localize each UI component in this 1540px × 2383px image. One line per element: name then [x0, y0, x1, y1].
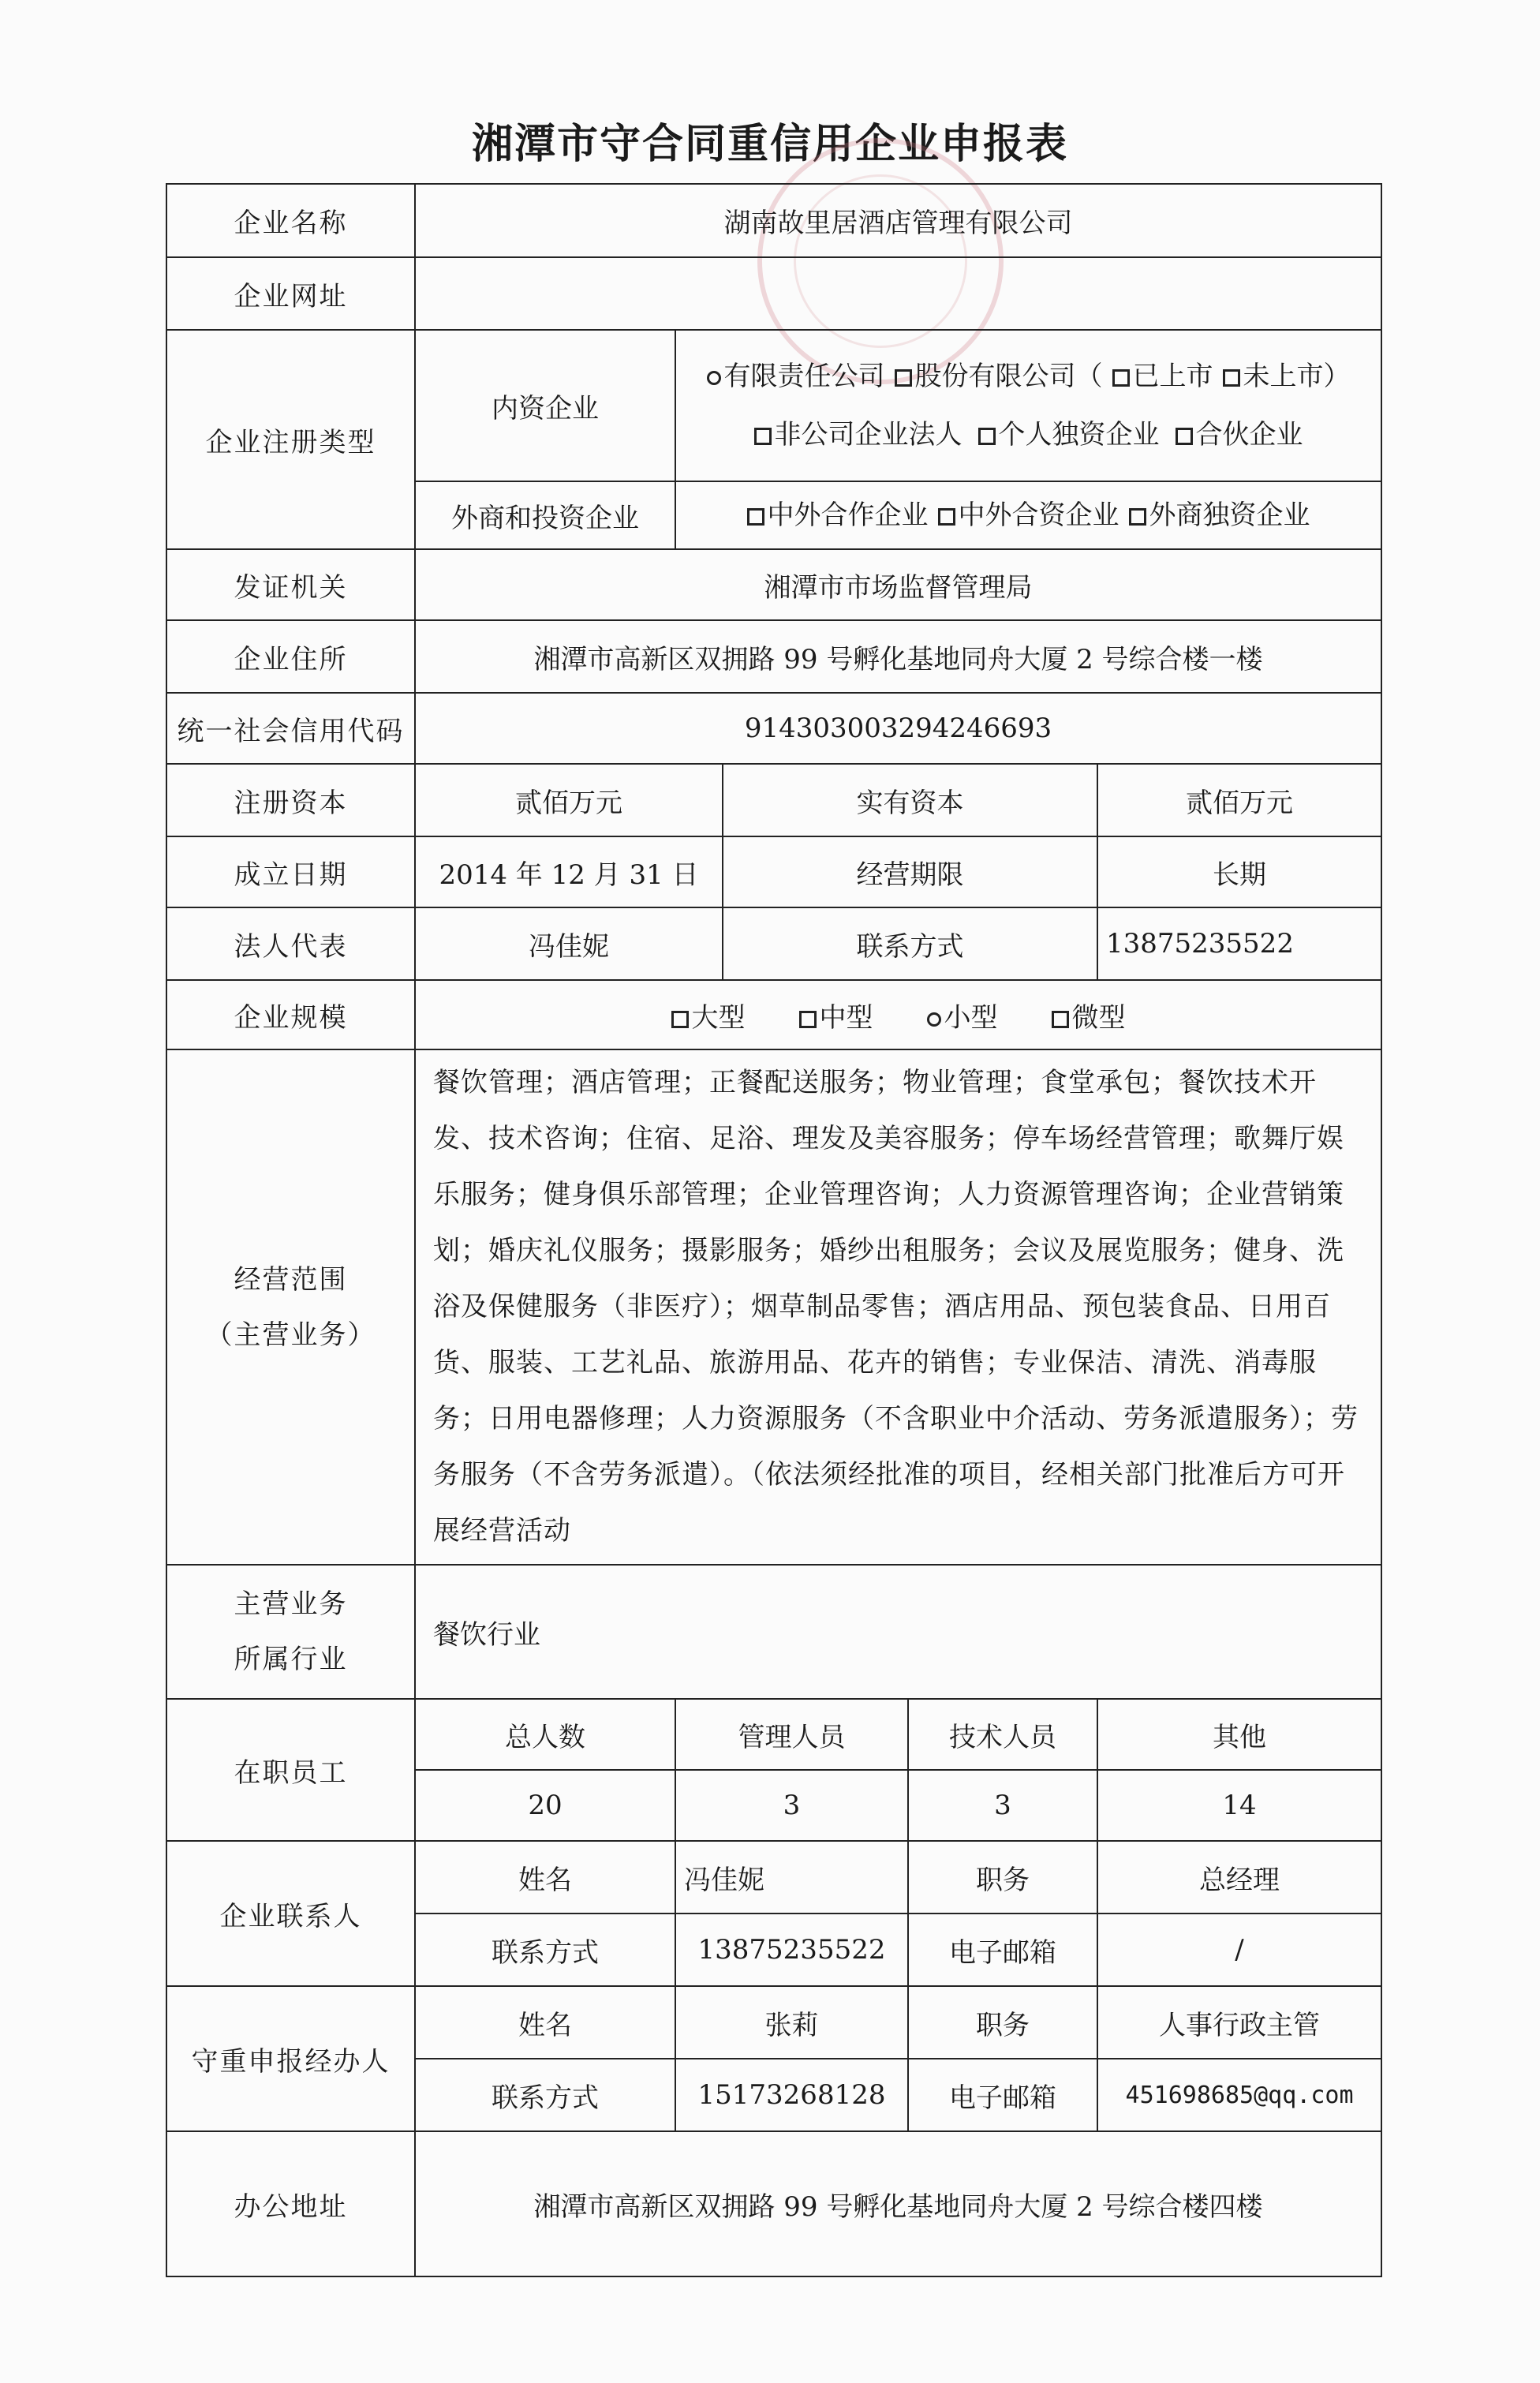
- address-value: 湘潭市高新区双拥路 99 号孵化基地同舟大厦 2 号综合楼一楼: [415, 620, 1381, 693]
- established-label: 成立日期: [166, 836, 415, 907]
- issuer-label: 发证机关: [166, 549, 415, 620]
- row-credit-code: [166, 693, 1381, 764]
- staff-header-total: 总人数: [415, 1699, 675, 1770]
- term-label: 经营期限: [723, 836, 1097, 907]
- form-title: 湘潭市守合同重信用企业申报表: [471, 121, 1068, 168]
- industry-label-sub: 所属行业: [234, 1644, 348, 1675]
- reg-type-label: 企业注册类型: [166, 330, 415, 549]
- staff-label: 在职员工: [166, 1699, 415, 1841]
- row-established: [166, 836, 1381, 907]
- contact-name-value: 冯佳妮: [675, 1841, 908, 1914]
- scale-option-label: 微型: [1071, 1001, 1126, 1034]
- row-reg-domestic: [166, 330, 1381, 481]
- row-address: [166, 620, 1381, 693]
- domestic-option-1: [895, 347, 1103, 406]
- handler-title-label: 职务: [908, 1986, 1097, 2059]
- legal-rep-contact-value: 13875235522: [1097, 907, 1381, 980]
- foreign-option-label: 中外合资企业: [958, 499, 1119, 531]
- checkbox-icon: [799, 1011, 817, 1028]
- handler-title-value: 人事行政主管: [1097, 1986, 1381, 2059]
- domestic2-option-2: [1176, 406, 1303, 464]
- staff-value-other: 14: [1097, 1770, 1381, 1841]
- contact-label: 企业联系人: [166, 1841, 415, 1986]
- checked-circle-icon: [707, 371, 721, 385]
- foreign-options: [675, 481, 1381, 549]
- domestic-option-label: 未上市）: [1243, 361, 1351, 392]
- contact-title-label: 职务: [908, 1841, 1097, 1914]
- checkbox-icon: [938, 508, 955, 526]
- foreign-option-0: [747, 486, 929, 544]
- staff-header-tech: 技术人员: [908, 1699, 1097, 1770]
- row-office: [166, 2131, 1381, 2276]
- handler-name-label: 姓名: [415, 1986, 675, 2059]
- row-contact-name: [166, 1841, 1381, 1914]
- domestic-option-2: [1112, 347, 1213, 406]
- checkbox-icon: [747, 508, 764, 526]
- term-value: 长期: [1097, 836, 1381, 907]
- domestic-option-label: 股份有限公司（: [914, 361, 1103, 392]
- scope-label: [166, 1049, 415, 1565]
- scale-option-label: 小型: [944, 1001, 998, 1034]
- checkbox-icon: [1129, 508, 1146, 526]
- legal-rep-contact-label: 联系方式: [723, 907, 1097, 980]
- staff-value-mgmt: 3: [675, 1770, 908, 1841]
- company-name-label: 企业名称: [166, 184, 415, 257]
- scale-options: [415, 980, 1381, 1049]
- capital-value: 贰佰万元: [415, 764, 723, 836]
- legal-rep-value: 冯佳妮: [415, 907, 723, 980]
- handler-email-value: 451698685@qq.com: [1097, 2059, 1381, 2131]
- foreign-option-label: 中外合作企业: [767, 499, 929, 531]
- company-name-value: 湖南故里居酒店管理有限公司: [415, 184, 1381, 257]
- scale-label: 企业规模: [166, 980, 415, 1049]
- scale-option-1: [799, 996, 873, 1034]
- contact-email-value: /: [1097, 1914, 1381, 1986]
- industry-label: [166, 1565, 415, 1699]
- contact-email-label: 电子邮箱: [908, 1914, 1097, 1986]
- scale-option-label: 大型: [691, 1001, 746, 1034]
- domestic-option-label: 有限责任公司: [723, 361, 885, 392]
- credit-code-label: 统一社会信用代码: [166, 693, 415, 764]
- scale-option-0: [671, 996, 746, 1034]
- scope-label-sub: （主营业务）: [205, 1319, 376, 1351]
- industry-label-main: 主营业务: [234, 1588, 348, 1620]
- established-value: 2014 年 12 月 31 日: [415, 836, 723, 907]
- handler-name-value: 张莉: [675, 1986, 908, 2059]
- industry-value: 餐饮行业: [415, 1565, 1381, 1699]
- domestic2-option-label: 合伙企业: [1195, 419, 1303, 451]
- domestic2-option-1: [978, 406, 1160, 464]
- row-staff-headers: [166, 1699, 1381, 1770]
- legal-rep-label: 法人代表: [166, 907, 415, 980]
- scale-option-3: [1052, 996, 1126, 1034]
- staff-header-other: 其他: [1097, 1699, 1381, 1770]
- contact-title-value: 总经理: [1097, 1841, 1381, 1914]
- foreign-option-2: [1129, 486, 1310, 544]
- domestic2-option-label: 非公司企业法人: [774, 419, 962, 451]
- checkbox-icon: [1223, 369, 1240, 387]
- row-company-name: [166, 184, 1381, 257]
- domestic-option-3: [1223, 347, 1351, 406]
- domestic-option-label: 已上市: [1132, 361, 1213, 392]
- checkbox-icon: [1176, 428, 1193, 445]
- checkbox-icon: [671, 1011, 689, 1028]
- website-label: 企业网址: [166, 257, 415, 330]
- application-form: [166, 183, 1382, 2277]
- checkbox-icon: [1052, 1011, 1069, 1028]
- credit-code-value: 914303003294246693: [415, 693, 1381, 764]
- contact-name-label: 姓名: [415, 1841, 675, 1914]
- staff-header-mgmt: 管理人员: [675, 1699, 908, 1770]
- domestic-options: [675, 330, 1381, 481]
- checkbox-icon: [754, 428, 772, 445]
- row-handler-name: [166, 1986, 1381, 2059]
- staff-value-tech: 3: [908, 1770, 1097, 1841]
- row-scope: [166, 1049, 1381, 1565]
- handler-email-label: 电子邮箱: [908, 2059, 1097, 2131]
- domestic-option-0: [707, 347, 885, 406]
- paid-capital-label: 实有资本: [723, 764, 1097, 836]
- checkbox-icon: [978, 428, 996, 445]
- row-capital: [166, 764, 1381, 836]
- domestic2-option-0: [754, 406, 962, 464]
- staff-value-total: 20: [415, 1770, 675, 1841]
- row-scale: [166, 980, 1381, 1049]
- office-value: 湘潭市高新区双拥路 99 号孵化基地同舟大厦 2 号综合楼四楼: [415, 2131, 1381, 2276]
- contact-phone-label: 联系方式: [415, 1914, 675, 1986]
- capital-label: 注册资本: [166, 764, 415, 836]
- office-label: 办公地址: [166, 2131, 415, 2276]
- checked-circle-icon: [927, 1012, 941, 1027]
- handler-label: 守重申报经办人: [166, 1986, 415, 2131]
- row-industry: [166, 1565, 1381, 1699]
- row-website: [166, 257, 1381, 330]
- domestic2-option-label: 个人独资企业: [998, 419, 1160, 451]
- row-legal-rep: [166, 907, 1381, 980]
- scope-label-main: 经营范围: [234, 1263, 348, 1296]
- row-issuer: [166, 549, 1381, 620]
- foreign-label: 外商和投资企业: [415, 481, 675, 549]
- contact-phone-value: 13875235522: [675, 1914, 908, 1986]
- checkbox-icon: [895, 369, 912, 387]
- foreign-option-1: [938, 486, 1119, 544]
- address-label: 企业住所: [166, 620, 415, 693]
- scope-text: 餐饮管理；酒店管理；正餐配送服务；物业管理；食堂承包；餐饮技术开发、技术咨询；住宿、足浴、理发及美容服务；停车场经营管理；歌舞厅娱乐服务；健身俱乐部管理；企业管理咨询；人力资源管理咨询；企业营销策划；婚庆礼仪服务；摄影服务；婚纱出租服务；会议及展览服务；健身、洗浴及保健服务（非医疗）；烟草制品零售；酒店用品、预包装食品、日用百货、服装、工艺礼品、旅游用品、花卉的销售；专业保洁、清洗、消毒服务；日用电器修理；人力资源服务（不含职业中介活动、劳务派遣服务）；劳务服务（不含劳务派遣）。（依法须经批准的项目，经相关部门批准后方可开展经营活动: [415, 1049, 1381, 1565]
- foreign-option-label: 外商独资企业: [1149, 499, 1310, 531]
- handler-phone-label: 联系方式: [415, 2059, 675, 2131]
- handler-phone-value: 15173268128: [675, 2059, 908, 2131]
- domestic-label: 内资企业: [415, 330, 675, 481]
- checkbox-icon: [1112, 369, 1130, 387]
- paid-capital-value: 贰佰万元: [1097, 764, 1381, 836]
- scale-option-2: [927, 996, 998, 1034]
- scale-option-label: 中型: [819, 1001, 873, 1034]
- website-value: [415, 257, 1381, 330]
- issuer-value: 湘潭市市场监督管理局: [415, 549, 1381, 620]
